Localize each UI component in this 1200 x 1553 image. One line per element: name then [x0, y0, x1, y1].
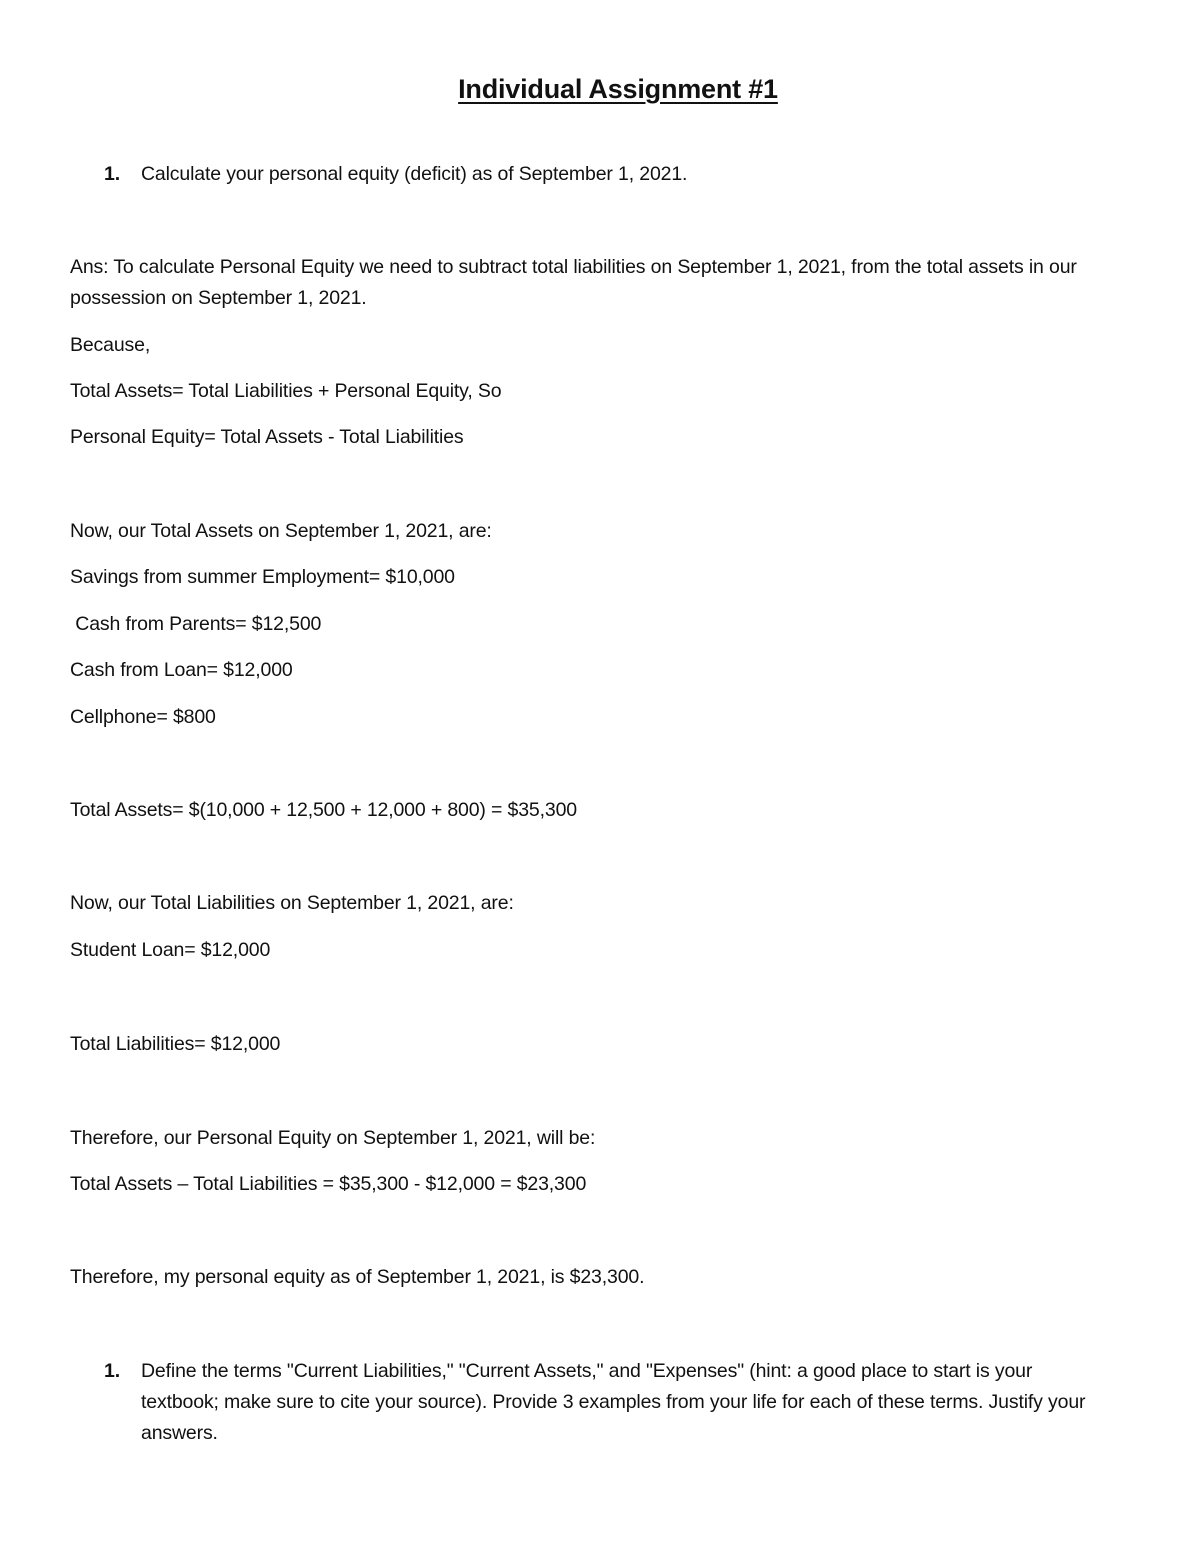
- asset-loan: Cash from Loan= $12,000: [70, 659, 293, 681]
- formula-personal-equity: Personal Equity= Total Assets - Total Liabilities: [70, 426, 464, 448]
- question-2-number: 1.: [104, 1360, 120, 1382]
- liability-student-loan: Student Loan= $12,000: [70, 939, 271, 961]
- answer-because: Because,: [70, 334, 151, 356]
- answer-intro: Ans: To calculate Personal Equity we need to subtract total liabilities on September 1, 2021, from the total assets in our possession on September 1, 2021.: [70, 256, 1077, 309]
- asset-parents: Cash from Parents= $12,500: [70, 613, 322, 635]
- document-title: Individual Assignment #1: [458, 74, 778, 104]
- liabilities-heading: Now, our Total Liabilities on September 1, 2021, are:: [70, 892, 514, 914]
- equity-calculation: Total Assets – Total Liabilities = $35,300 - $12,000 = $23,300: [70, 1173, 587, 1195]
- question-1: [104, 159, 687, 190]
- asset-cellphone: Cellphone= $800: [70, 706, 216, 728]
- asset-savings: Savings from summer Employment= $10,000: [70, 566, 455, 588]
- conclusion: Therefore, my personal equity as of September 1, 2021, is $23,300.: [70, 1266, 645, 1288]
- question-2: [104, 1356, 1114, 1449]
- assets-heading: Now, our Total Assets on September 1, 2021, are:: [70, 520, 492, 542]
- total-liabilities: Total Liabilities= $12,000: [70, 1033, 281, 1055]
- question-1-number: 1.: [104, 163, 120, 185]
- question-2-text: Define the terms "Current Liabilities," "Current Assets," and "Expenses" (hint: a good place to start is your textbook; make sure to cite your source). Provide 3 examples from your life for each of these terms. Justify your answers.: [141, 1360, 1086, 1444]
- equity-heading: Therefore, our Personal Equity on September 1, 2021, will be:: [70, 1127, 596, 1149]
- total-assets: Total Assets= $(10,000 + 12,500 + 12,000 + 800) = $35,300: [70, 799, 577, 821]
- formula-total-assets: Total Assets= Total Liabilities + Personal Equity, So: [70, 380, 502, 402]
- question-1-text: Calculate your personal equity (deficit) as of September 1, 2021.: [141, 163, 688, 185]
